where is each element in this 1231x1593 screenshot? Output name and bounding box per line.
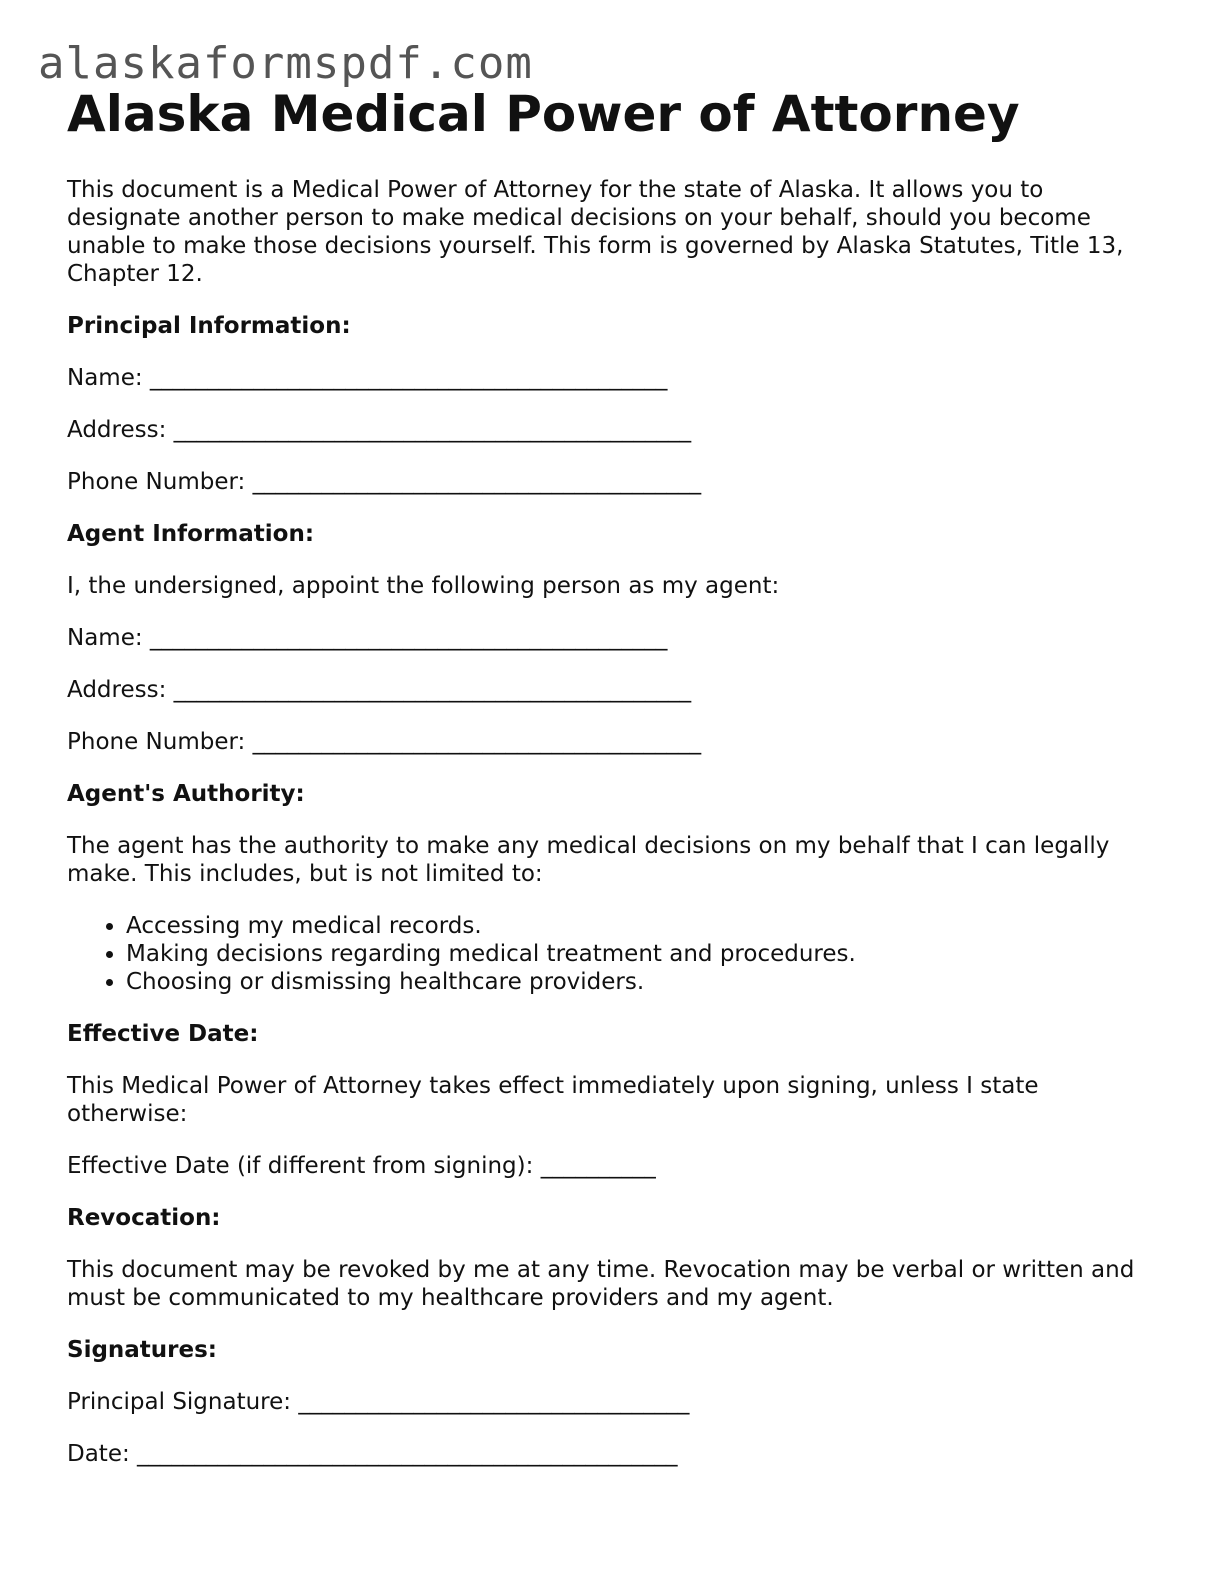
revocation-heading: Revocation: (67, 1205, 221, 1231)
revocation-text: This document may be revoked by me at any time. Revocation may be verbal or written and must be communicated to my healthcare providers and my agent. (67, 1257, 1135, 1311)
principal-address-field: Address: _____________________________________________ (67, 417, 692, 443)
principal-phone-field: Phone Number: _______________________________________ (67, 469, 702, 495)
signatures-heading: Signatures: (67, 1337, 218, 1363)
document-page (67, 84, 1157, 1468)
list-item: • Making decisions regarding medical treatment and procedures. (126, 940, 1157, 968)
agent-address-field: Address: _____________________________________________ (67, 677, 692, 703)
signature-date-field: Date: _______________________________________________ (67, 1441, 678, 1467)
authority-list (67, 912, 1157, 996)
list-item: • Accessing my medical records. (126, 912, 1157, 940)
agent-appoint-text: I, the undersigned, appoint the following person as my agent: (67, 573, 780, 599)
authority-heading: Agent's Authority: (67, 781, 305, 807)
authority-text: The agent has the authority to make any medical decisions on my behalf that I can legally make. This includes, but is not limited to: (67, 833, 1110, 887)
watermark: alaskaformspdf.com (38, 38, 533, 89)
agent-name-field: Name: _____________________________________________ (67, 625, 668, 651)
agent-phone-field: Phone Number: _______________________________________ (67, 729, 702, 755)
principal-signature-field: Principal Signature: __________________________________ (67, 1389, 690, 1415)
effective-date-heading: Effective Date: (67, 1021, 259, 1047)
page-title: Alaska Medical Power of Attorney (67, 85, 1020, 143)
principal-name-field: Name: _____________________________________________ (67, 365, 668, 391)
list-item: • Choosing or dismissing healthcare providers. (126, 968, 1157, 996)
agent-heading: Agent Information: (67, 521, 315, 547)
intro-paragraph: This document is a Medical Power of Attorney for the state of Alaska. It allows you to designate another person to make medical decisions on your behalf, should you become unable to make those decisions yourself. This form is governed by Alaska Statutes, Title 13, Chapter 12. (67, 177, 1124, 287)
principal-heading: Principal Information: (67, 313, 351, 339)
effective-date-field: Effective Date (if different from signing): __________ (67, 1153, 656, 1179)
effective-date-text: This Medical Power of Attorney takes effect immediately upon signing, unless I state otherwise: (67, 1073, 1039, 1127)
